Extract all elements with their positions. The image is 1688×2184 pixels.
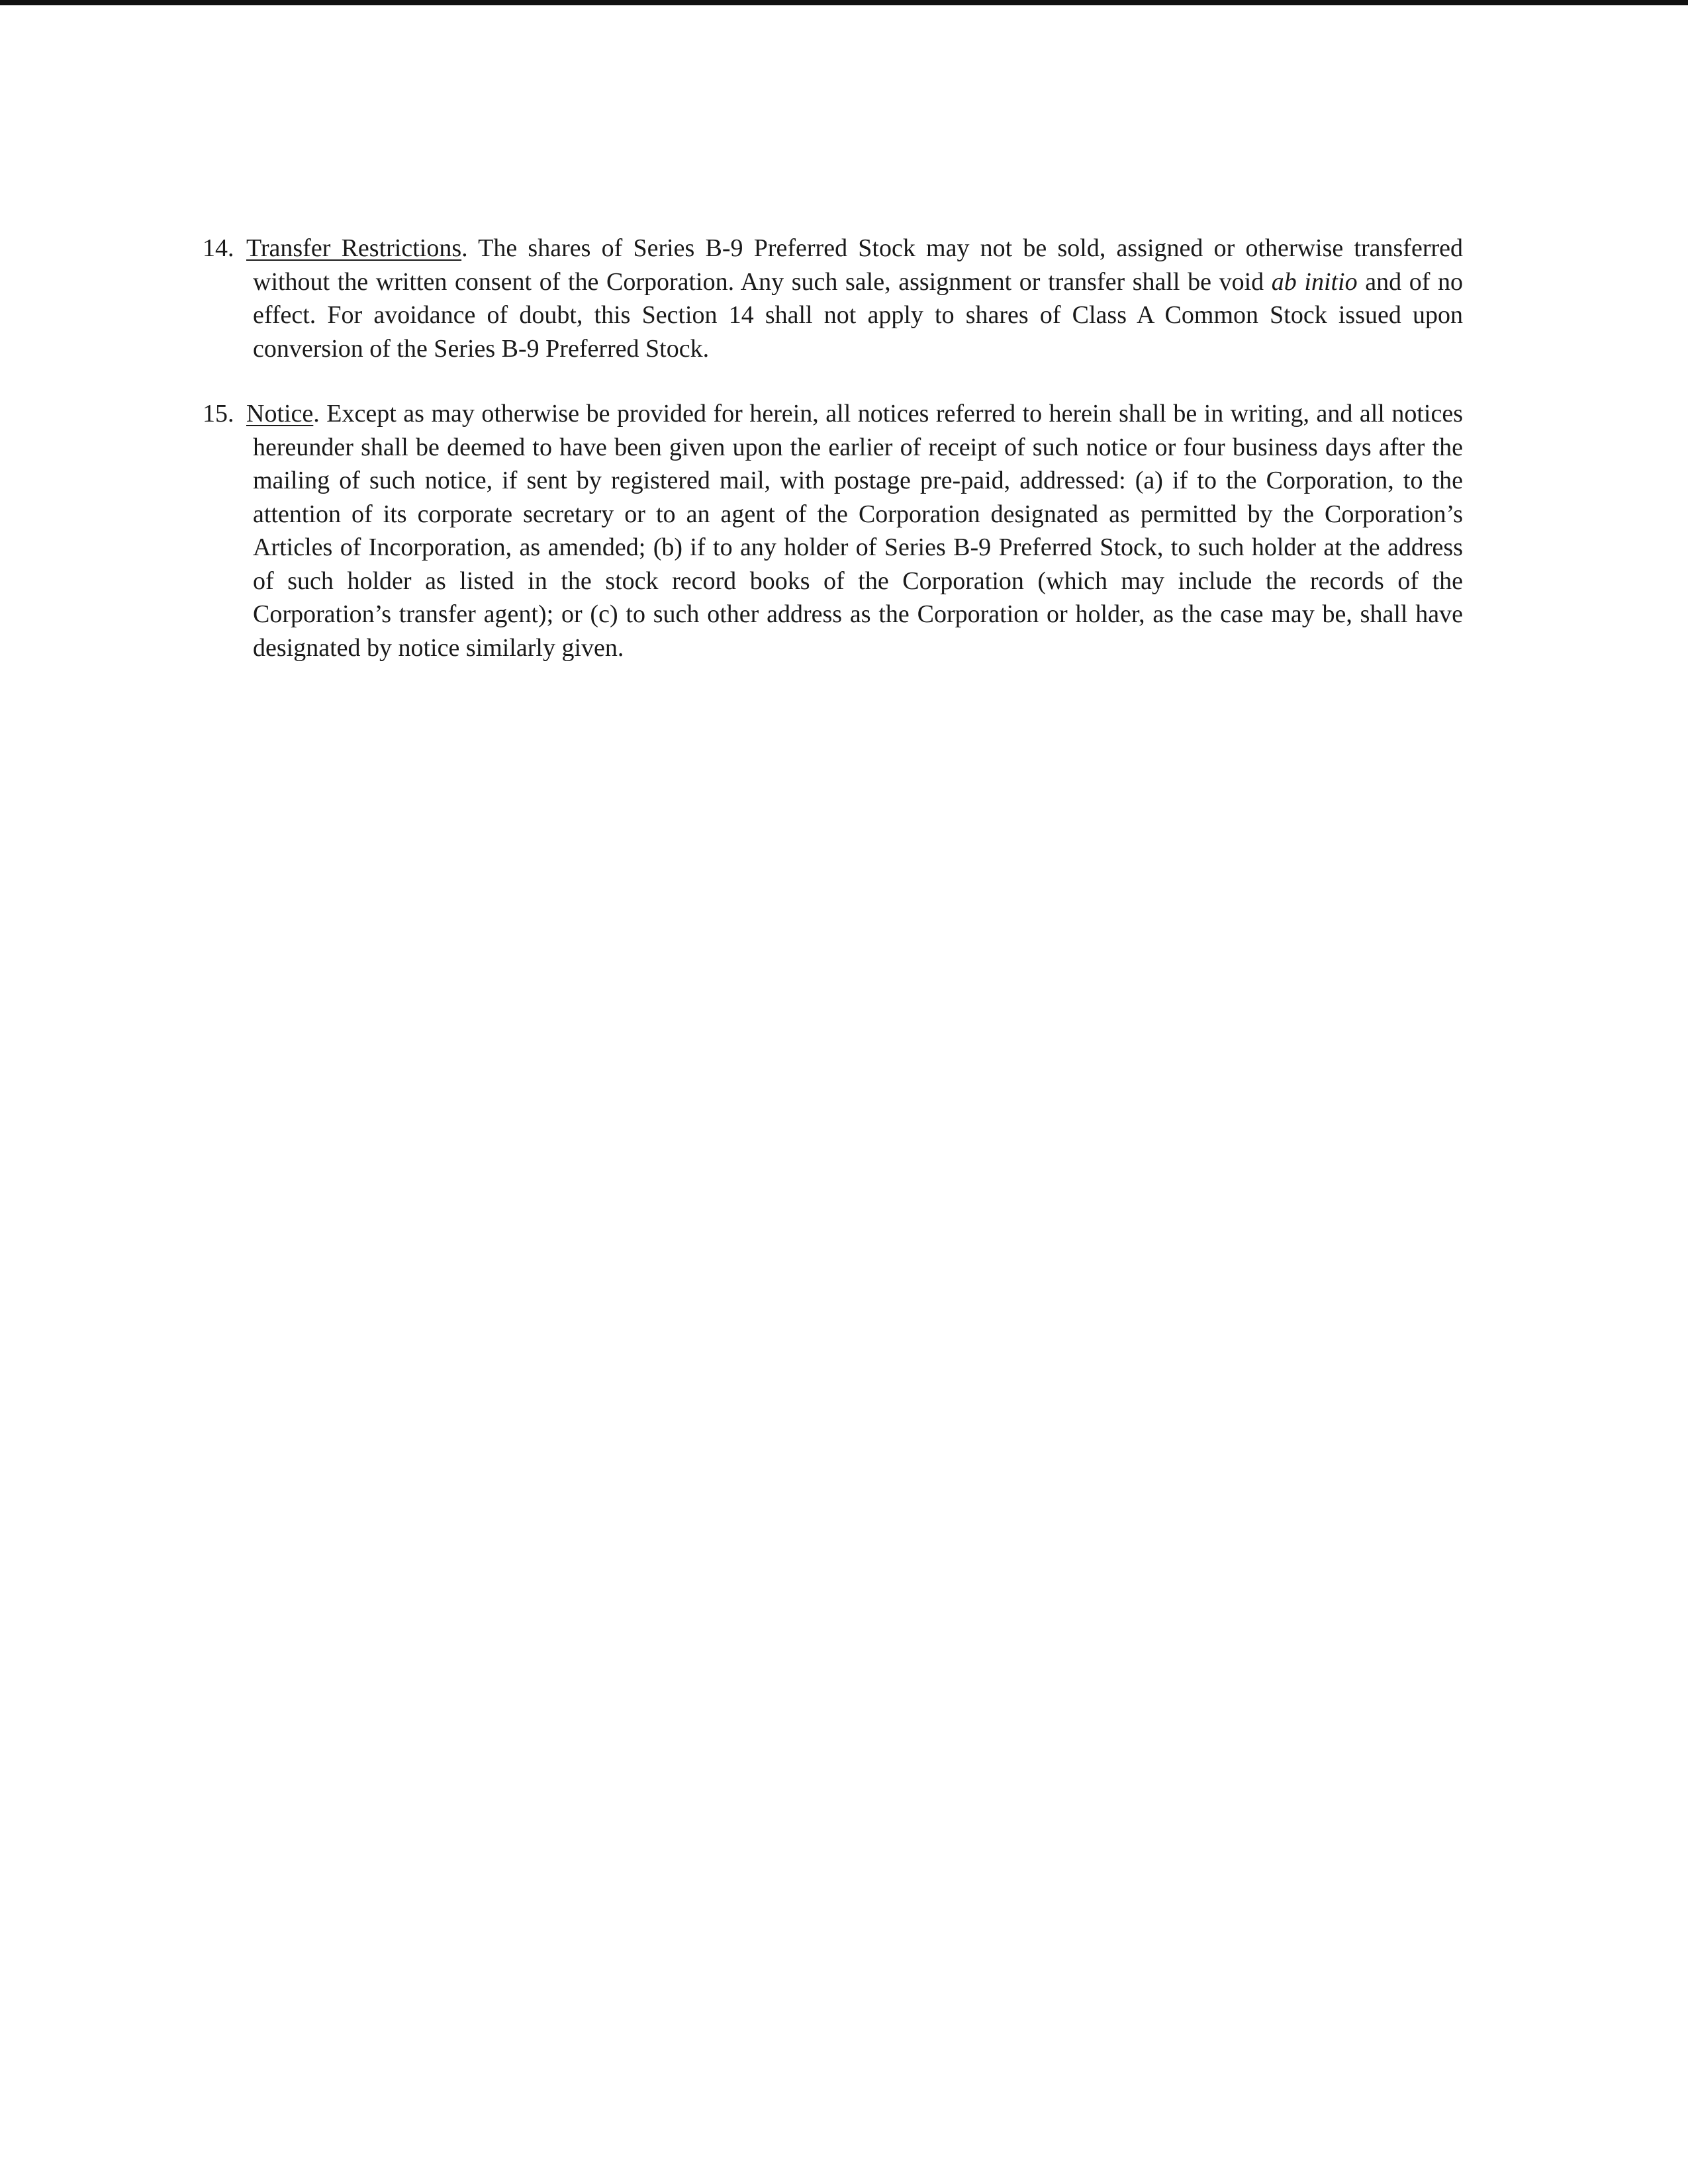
section-15-notice [203, 397, 1463, 664]
section-body: . The shares of Series B-9 Preferred Stock may not be sold, assigned or otherwise transferred without the written consent of the Corporation. Any such sale, assignment or transfer shall be void [253, 234, 1463, 296]
section-heading: Notice [246, 400, 314, 428]
section-body: . Except as may otherwise be provided for herein, all notices referred to herein shall be in writing, and all notices hereunder shall be deemed to have been given upon the earlier of receipt of such notice or four business days after the mailing of such notice, if sent by registered mail, with postage pre-paid, addressed: (a) if to the Corporation, to the attention of its corporate secretary or to an agent of the Corporation designated as permitted by the Corporation’s Articles of Incorporation, as amended; (b) if to any holder of Series B-9 Preferred Stock, to such holder at the address of such holder as listed in the stock record books of the Corporation (which may include the records of the Corporation’s transfer agent); or (c) to such other address as the Corporation or holder, as the case may be, shall have designated by notice similarly given. [253, 400, 1463, 662]
section-body: and of no effect. For avoidance of doubt, this Section 14 shall not apply to shares of Class A Common Stock issued upon conversion of the Series B-9 Preferred Stock. [253, 267, 1463, 363]
scan-top-edge [0, 0, 1688, 5]
section-heading: Transfer Restrictions [246, 234, 462, 262]
section-number: 15. [203, 400, 234, 428]
section-14-transfer-restrictions [203, 232, 1463, 365]
section-number: 14. [203, 234, 234, 262]
section-body-italic: ab initio [1271, 267, 1358, 296]
